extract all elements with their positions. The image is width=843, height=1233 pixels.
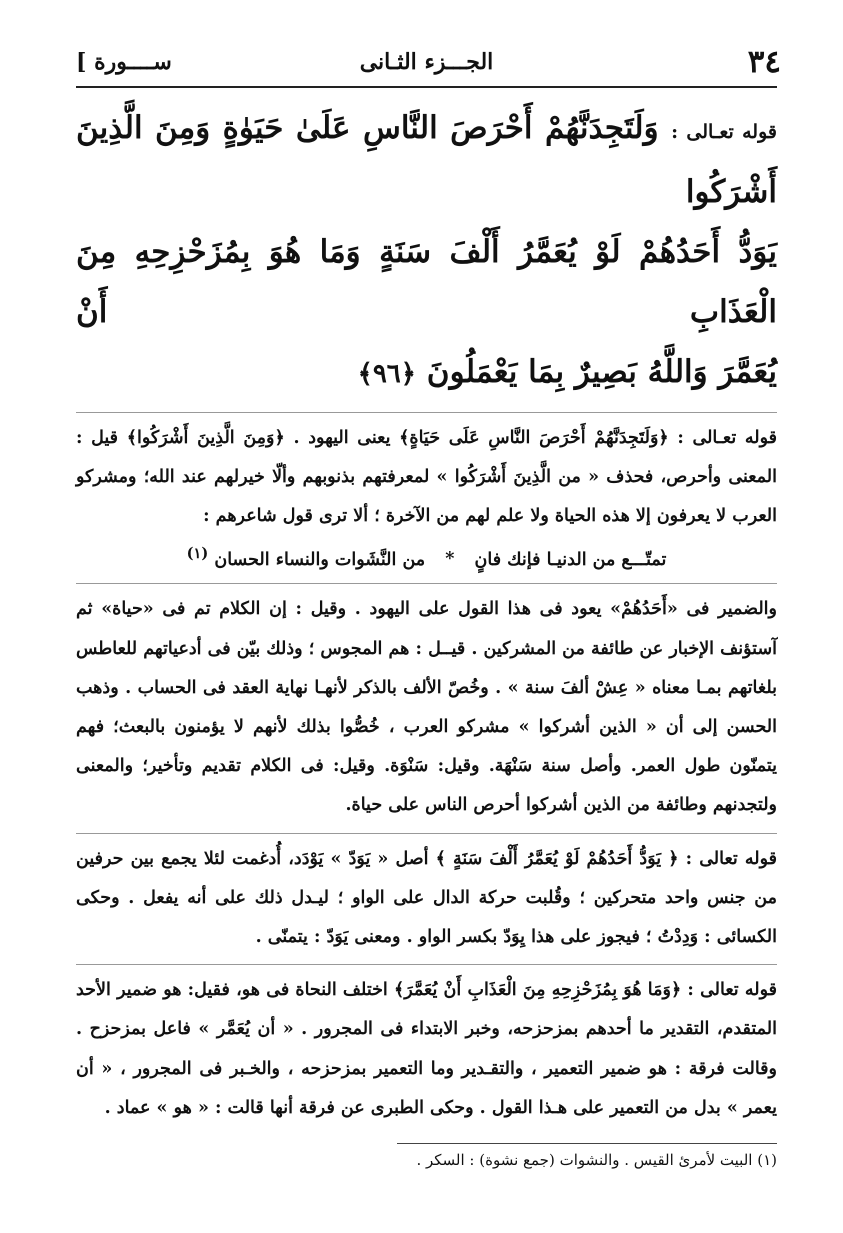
commentary-section-1: [76, 413, 777, 584]
page-number: ٣٤: [747, 44, 781, 80]
sura-label: [ ســــورة: [76, 49, 172, 75]
poem-hemistich-right: تمتّـــع من الدنيـا فإنك فانٍ: [474, 549, 667, 570]
footnote: (١) البيت لأمرئ القيس . والنشوات (جمع نشوة) : السكر .: [416, 1151, 777, 1170]
paragraph: والضمير فى «أَحَدُهُمْ» يعود فى هذا القول على اليهود . وقيل : إن الكلام تم فى «حياة» ثم آستؤنف الإخبار عن طائفة من المشركين . قيــل : هم المجوس ؛ وذلك بيّن فى أدعياتهم للعاطس بلغاتهم بمـا معناه « عِشْ ألفَ سنة » . وخُصّ الألف بالذكر لأنهـا نهاية العقد فى الحساب . وذهب الحسن إلى أن « الذين أشركوا » مشركو العرب ، خُصُّوا بذلك لأنهم لا يؤمنون بالبعث؛ فهم يتمنّون طول العمر. وأصل سنة سَنْهَة. وقيل: سَنْوَة. وقيل: فى الكلام تقديم وتأخير؛ والمعنى ولتجدنهم وطائفة من الذين أشركوا أحرص الناس على حياة.: [76, 599, 777, 816]
quran-verse-block: [76, 98, 777, 413]
page-header: [76, 40, 781, 88]
footnote-ref: (١): [186, 544, 209, 562]
poem-hemistich-left: من النَّشَوات والنساء الحسان: [214, 549, 426, 570]
verse-lead: قوله تعـالى :: [671, 121, 777, 143]
verse-end-mark: ﴿٩٦﴾: [357, 359, 416, 389]
verse-line-3: [76, 342, 777, 404]
verse-line-1: [76, 98, 777, 222]
verse-text-3: يُعَمَّرَ وَاللَّهُ بَصِيرٌ بِمَا يَعْمَلُونَ: [426, 354, 777, 390]
part-title: الجـــزء الثـانى: [359, 49, 494, 75]
paragraph: قوله تعالى : ﴿وَمَا هُوَ بِمُزَحْزِحِهِ مِنَ الْعَذَابِ أَنْ يُعَمَّرَ﴾ اختلف النحاة فى هو، فقيل: هو ضمير الأحد المتقدم، التقدير ما أحدهم بمزحزحه، وخبر الابتداء فى المجرور . « أن يُعَمَّر » فاعل بمزحزح . وقالت فرقة : هو ضمير التعمير ، والتقـدير وما التعمير بمزحزحه ، والخـبر فى المجرور ، « أن يعمر » بدل من التعمير على هـذا القول . وحكى الطبرى عن فرقة أنها قالت : « هو » عماد .: [76, 980, 777, 1118]
commentary-section-4: [76, 965, 777, 1135]
paragraph: قوله تعالى : ﴿ يَوَدُّ أَحَدُهُمْ لَوْ يُعَمَّرُ أَلْفَ سَنَةٍ ﴾ أصل « يَوَدّ » يَوْدَد، أُدغمت لئلا يجمع بين حرفين من جنس واحد متحركين ؛ وقُلبت حركة الدال على الواو ؛ ليـدل ذلك على أنه يفعل . وحكى الكسائى : وَدِدْتُ ؛ فيجوز على هذا يِوَدّ بكسر الواو . ومعنى يَوَدّ : يتمنّى .: [76, 848, 777, 948]
verse-text-1: وَلَتَجِدَنَّهُمْ أَحْرَصَ النَّاسِ عَلَىٰ حَيَوٰةٍ وَمِنَ الَّذِينَ أَشْرَكُوا: [76, 110, 777, 210]
commentary-section-2: [76, 584, 777, 833]
commentary-section-3: [76, 834, 777, 966]
verse-line-2: يَوَدُّ أَحَدُهُمْ لَوْ يُعَمَّرُ أَلْفَ سَنَةٍ وَمَا هُوَ بِمُزَحْزِحِهِ مِنَ الْعَذَابِ أَنْ: [76, 234, 777, 330]
poem-separator: *: [445, 549, 455, 570]
poem-verse: [76, 537, 777, 577]
paragraph: قوله تعـالى : ﴿وَلَتَجِدَنَّهُمْ أَحْرَصَ النَّاسِ عَلَى حَيَاةٍ﴾ يعنى اليهود . ﴿وَمِنَ الَّذِينَ أَشْرَكُوا﴾ قيل : المعنى وأحرص، فحذف « من الَّذِينَ أَشْرَكُوا » لمعرفتهم بذنوبهم وألّا خيرلهم عند الله؛ ومشركو العرب لا يعرفون إلا هذه الحياة ولا علم لهم من الآخرة ؛ ألا ترى قول شاعرهم :: [76, 428, 777, 527]
